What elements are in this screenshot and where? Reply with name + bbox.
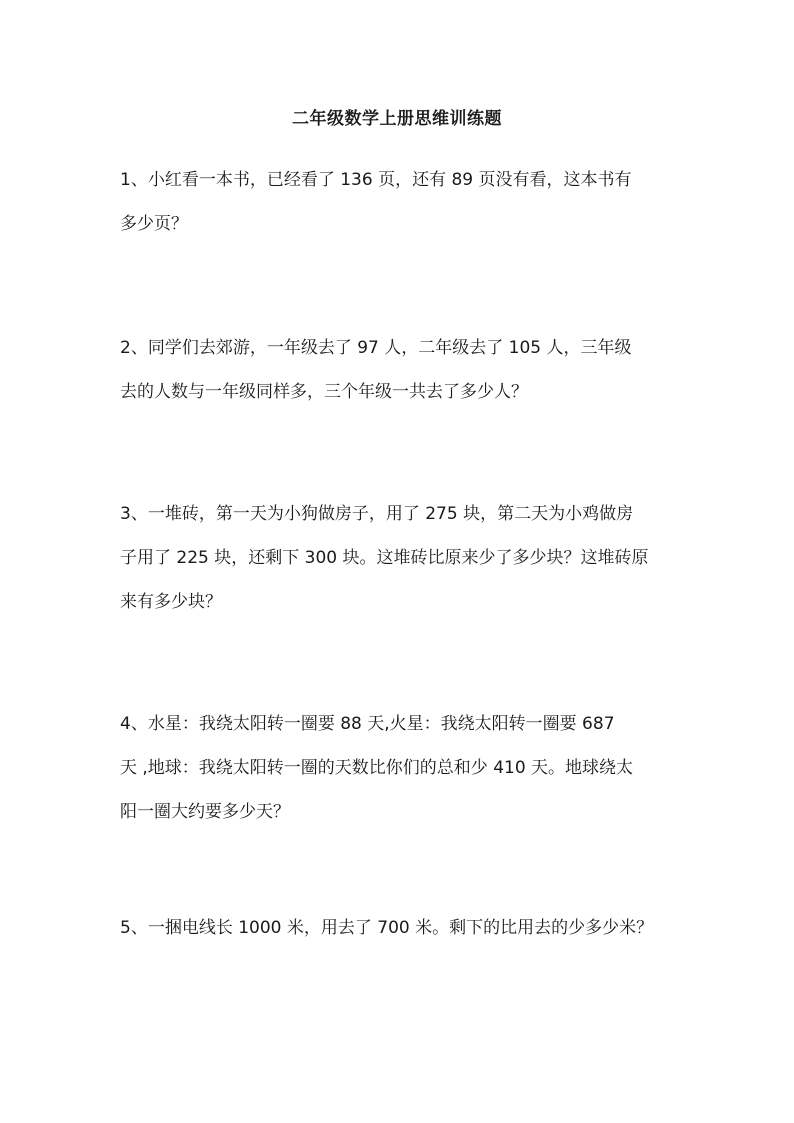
document-title: 二年级数学上册思维训练题 — [292, 109, 502, 129]
question-3-line-1: 3、一堆砖，第一天为小狗做房子，用了 275 块，第二天为小鸡做房 — [120, 504, 634, 524]
question-3-line-3: 来有多少块？ — [120, 592, 222, 612]
question-1-line-1: 1、小红看一本书，已经看了 136 页，还有 89 页没有看，这本书有 — [120, 170, 632, 190]
question-3 — [120, 492, 680, 624]
question-1 — [120, 158, 680, 246]
question-4-line-3: 阳一圈大约要多少天？ — [120, 802, 290, 822]
question-5-line-1: 5、一捆电线长 1000 米，用去了 700 米。剩下的比用去的少多少米？ — [120, 918, 654, 938]
question-4-line-2: 天 ,地球：我绕太阳转一圈的天数比你们的总和少 410 天。地球绕太 — [120, 758, 634, 778]
question-4-line-1: 4、水星：我绕太阳转一圈要 88 天,火星：我绕太阳转一圈要 687 — [120, 714, 615, 734]
question-2-line-2: 去的人数与一年级同样多，三个年级一共去了多少人？ — [120, 382, 528, 402]
question-2-line-1: 2、同学们去郊游，一年级去了 97 人，二年级去了 105 人，三年级 — [120, 338, 632, 358]
question-2 — [120, 326, 680, 414]
question-4 — [120, 702, 680, 834]
question-5 — [120, 906, 680, 950]
question-3-line-2: 子用了 225 块，还剩下 300 块。这堆砖比原来少了多少块？这堆砖原 — [120, 548, 649, 568]
question-1-line-2: 多少页？ — [120, 214, 188, 234]
